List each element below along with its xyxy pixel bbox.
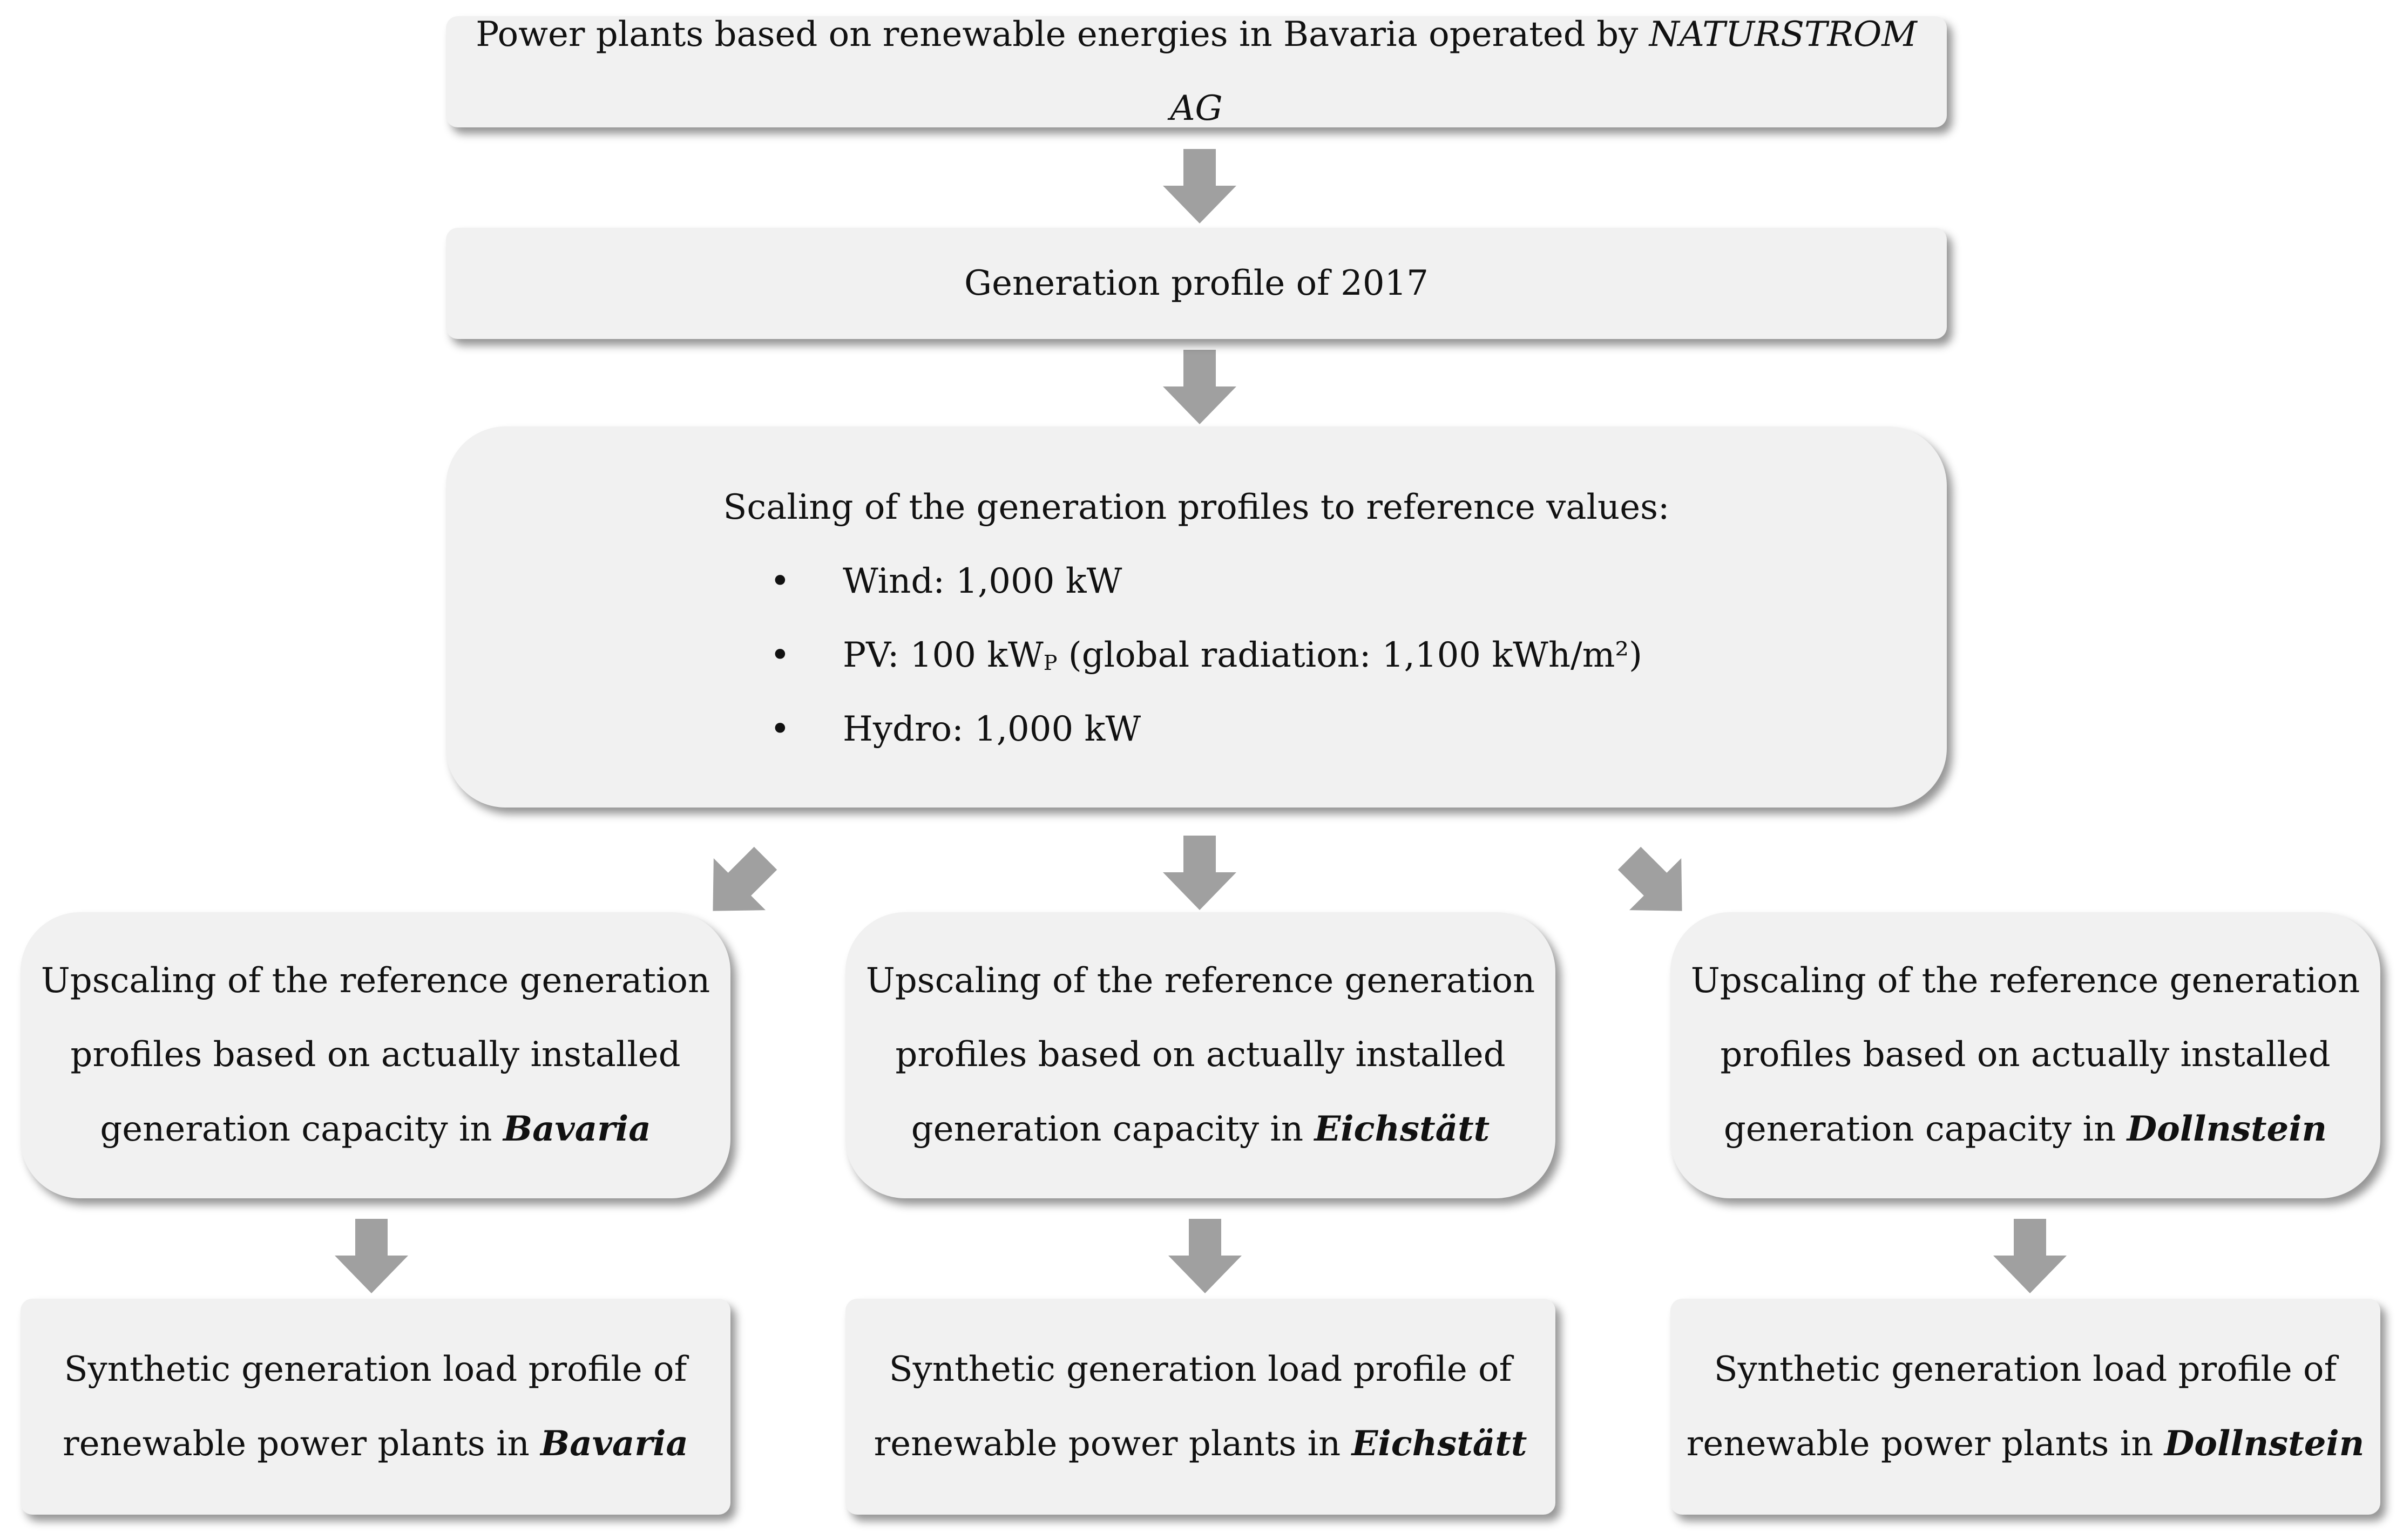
upscaling-box-dollnstein: Upscaling of the reference generation profiles based on actually installed generation capacity in Dollnstein xyxy=(1670,912,2380,1198)
list-item-pv: • PV: 100 $kW_P$ (global radiation: 1,100 kWh/m²) xyxy=(770,619,1642,693)
region-name: Dollnstein xyxy=(2127,1109,2327,1149)
arrow-profile-to-scaling xyxy=(1163,350,1236,424)
region-name: Dollnstein xyxy=(2164,1423,2365,1464)
list-item-wind: • Wind: 1,000 kW xyxy=(770,545,1642,619)
region-name: Bavaria xyxy=(540,1423,688,1464)
company-name: NATURSTROM AG xyxy=(1170,15,1917,128)
bullet-icon: • xyxy=(770,561,790,601)
generation-profile-box xyxy=(446,228,1947,339)
region-name: Eichstätt xyxy=(1314,1109,1490,1149)
region-name: Bavaria xyxy=(503,1109,651,1149)
upscaling-box-eichstaett: Upscaling of the reference generation profiles based on actually installed generation capacity in Eichstätt xyxy=(845,912,1555,1198)
upscaling-box-bavaria: Upscaling of the reference generation profiles based on actually installed generation capacity in Bavaria xyxy=(21,912,730,1198)
region-name: Eichstätt xyxy=(1351,1423,1527,1464)
source-power-plants-text: Power plants based on renewable energies in Bavaria operated by NATURSTROM AG xyxy=(476,15,1917,128)
scaling-title: Scaling of the generation profiles to reference values: xyxy=(723,487,1670,527)
bullet-icon: • xyxy=(770,709,790,749)
generation-profile-text: Generation profile of 2017 xyxy=(964,263,1429,303)
scaling-box xyxy=(446,426,1947,808)
synthetic-profile-box-bavaria: Synthetic generation load profile of renewable power plants in Bavaria xyxy=(21,1299,730,1515)
reference-values-list xyxy=(770,545,1642,766)
arrow-top-to-profile xyxy=(1163,149,1236,223)
arrow-upscale-to-synthetic-bavaria xyxy=(335,1219,408,1293)
synthetic-profile-box-eichstaett: Synthetic generation load profile of renewable power plants in Eichstätt xyxy=(845,1299,1555,1515)
arrow-upscale-to-synthetic-dollnstein xyxy=(1993,1219,2067,1293)
synthetic-profile-box-dollnstein: Synthetic generation load profile of renewable power plants in Dollnstein xyxy=(1670,1299,2380,1515)
list-item-hydro: • Hydro: 1,000 kW xyxy=(770,693,1642,766)
bullet-icon: • xyxy=(770,635,790,675)
arrow-scaling-to-dollnstein xyxy=(1603,832,1708,937)
source-power-plants-box xyxy=(446,16,1947,127)
arrow-scaling-to-eichstaett xyxy=(1163,836,1236,910)
arrow-upscale-to-synthetic-eichstaett xyxy=(1168,1219,1242,1293)
